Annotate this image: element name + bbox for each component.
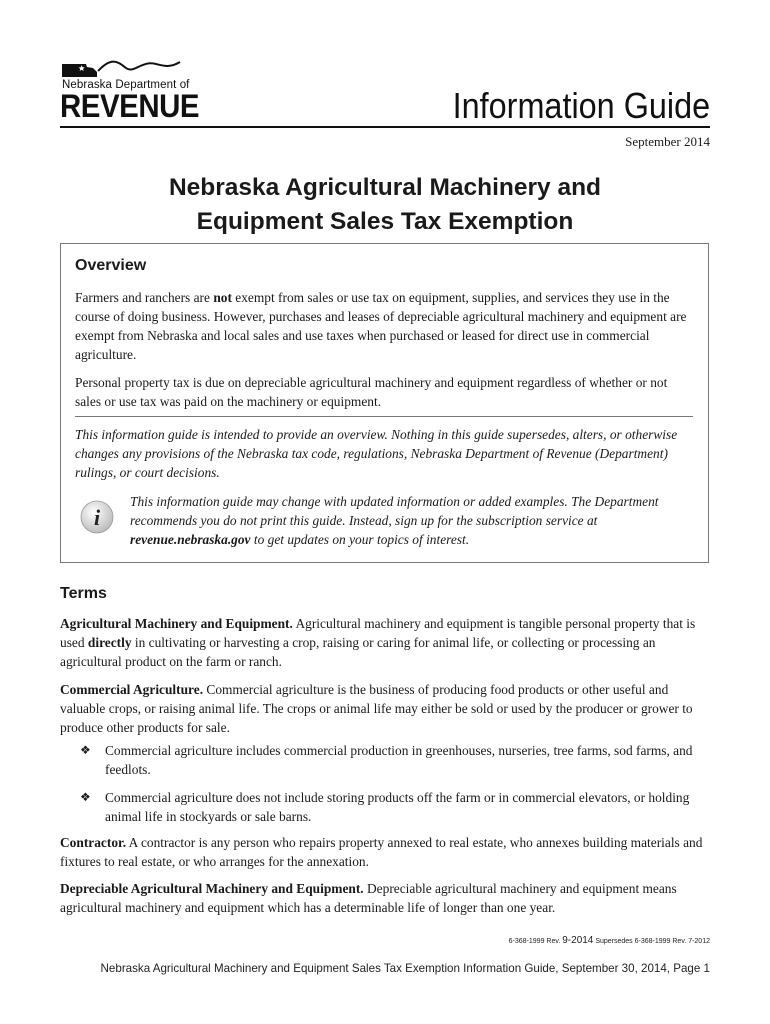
overview-paragraph-1 bbox=[75, 288, 687, 364]
term-1-label: Agricultural Machinery and Equipment. bbox=[60, 616, 293, 631]
term-3-text: A contractor is any person who repairs property annexed to real estate, who annexes building materials and fixtures to real estate, or who arranges for the annexation. bbox=[60, 835, 703, 869]
guide-title: Information Guide bbox=[452, 85, 710, 126]
term-2-text: Commercial agriculture is the business of producing food products or other useful and valuable crops, or raising animal life. The crops or animal life may either be sold or used by the producer or grower to produce other products for sale. bbox=[60, 682, 693, 735]
term-2-label: Commercial Agriculture. bbox=[60, 682, 204, 697]
term-agricultural-machinery bbox=[60, 614, 712, 671]
term-commercial-agriculture bbox=[60, 680, 712, 737]
info-icon bbox=[80, 500, 114, 534]
page-footer: Nebraska Agricultural Machinery and Equipment Sales Tax Exemption Information Guide, September 30, 2014, Page 1 bbox=[100, 962, 710, 975]
overview-heading: Overview bbox=[75, 257, 147, 274]
form-revision-number bbox=[509, 935, 710, 946]
term-depreciable-machinery bbox=[60, 879, 712, 917]
term-contractor bbox=[60, 833, 712, 871]
overview-p1-text-b: exempt from sales or use tax on equipment, supplies, and services they use in the course of doing business. However, purchases and leases of depreciable agricultural machinery and equipment are exempt from Nebraska and local sales and use taxes when purchased or leased for direct use in commercial agriculture. bbox=[75, 290, 687, 362]
disclaimer-text: This information guide is intended to provide an overview. Nothing in this guide supersedes, alters, or otherwise changes any provisions of the Nebraska tax code, regulations, Nebraska Department of Revenue (Department) rulings, or court decisions. bbox=[75, 427, 678, 480]
revenue-logo-text: REVENUE bbox=[60, 88, 200, 124]
overview-p1-text-a: Farmers and ranchers are bbox=[75, 290, 214, 305]
bullet-item-1: Commercial agriculture includes commercial production in greenhouses, nurseries, tree farms, sod farms, and feedlots. bbox=[105, 743, 693, 777]
bullet-icon: ❖ bbox=[80, 743, 91, 757]
department-name: Nebraska Department of bbox=[62, 79, 190, 91]
bullet-icon: ❖ bbox=[80, 790, 91, 804]
notice-text-a: This information guide may change with updated information or added examples. The Department recommends you do not print this guide. Instead, sign up for the subscription service at bbox=[130, 494, 659, 528]
overview-divider bbox=[75, 416, 693, 417]
rev-text-b: Supersedes 6-368-1999 Rev. 7-2012 bbox=[593, 938, 710, 945]
nebraska-state-logo bbox=[60, 58, 185, 80]
terms-heading: Terms bbox=[60, 585, 107, 602]
term-1-bold-word: directly bbox=[87, 635, 132, 650]
overview-paragraph-2: Personal property tax is due on depreciable agricultural machinery and equipment regardless of whether or not sales or use tax was paid on the machinery or equipment. bbox=[75, 375, 668, 409]
term-3-label: Contractor. bbox=[60, 835, 127, 850]
rev-text-a: 6-368-1999 Rev. bbox=[508, 938, 563, 945]
overview-p1-bold: not bbox=[213, 290, 232, 305]
publication-date: September 2014 bbox=[625, 134, 710, 149]
term-1-text-b: in cultivating or harvesting a crop, raising or caring for animal life, or collecting or processing an agricultural product on the farm or ranch. bbox=[60, 635, 656, 669]
subscription-notice bbox=[130, 492, 690, 549]
term-1-text-a: Agricultural machinery and equipment is tangible personal property that is used bbox=[60, 616, 696, 650]
page-title bbox=[0, 171, 770, 239]
term-4-label: Depreciable Agricultural Machinery and Equipment. bbox=[60, 881, 364, 896]
svg-text:i: i bbox=[93, 505, 101, 530]
revenue-website-link[interactable]: revenue.nebraska.gov bbox=[130, 532, 251, 547]
title-line-2: Equipment Sales Tax Exemption bbox=[196, 208, 574, 235]
header-rule bbox=[60, 126, 710, 128]
rev-date: 9-2014 bbox=[562, 935, 594, 946]
term-4-text: Depreciable agricultural machinery and equipment means agricultural machinery and equipment which has a determinable life of longer than one year. bbox=[60, 881, 677, 915]
bullet-item-2: Commercial agriculture does not include storing products off the farm or in commercial elevators, or holding animal life in stockyards or sale barns. bbox=[105, 790, 690, 824]
notice-text-b: to get updates on your topics of interest. bbox=[250, 532, 470, 547]
title-line-1: Nebraska Agricultural Machinery and bbox=[168, 174, 602, 201]
